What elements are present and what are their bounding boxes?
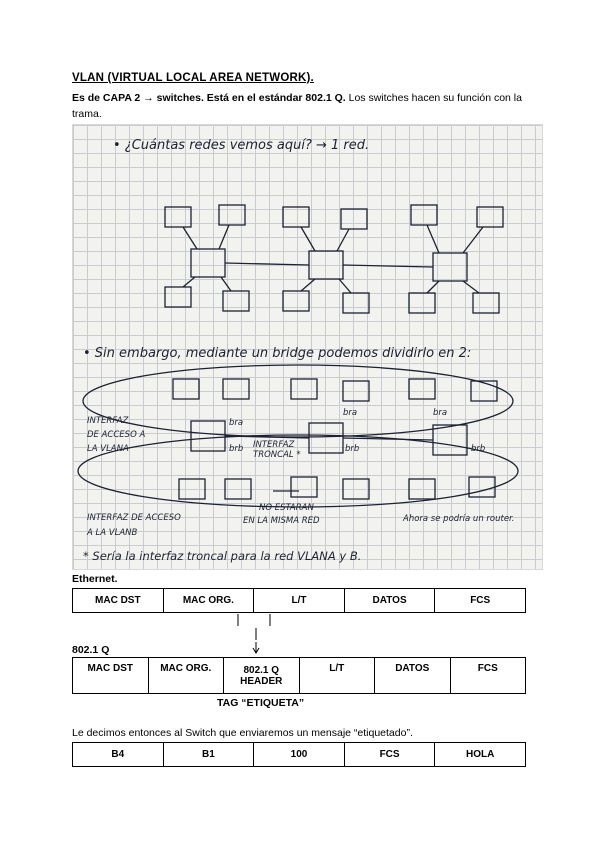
svg-text:TRONCAL *: TRONCAL *: [253, 450, 301, 460]
message-table: [72, 742, 526, 767]
handwritten-sketch: [72, 124, 543, 570]
svg-text:bra: bra: [229, 418, 244, 428]
svg-text:INTERFAZ DE ACCESO: INTERFAZ DE ACCESO: [87, 513, 181, 523]
message-cell: HOLA: [435, 743, 526, 767]
network-diagram: [73, 125, 542, 569]
message-cell: 100: [254, 743, 345, 767]
switch-icon: [309, 251, 343, 279]
dot1q-cell: MAC DST: [73, 658, 149, 694]
intro-rest: Los switches hacen su función con la trama.: [72, 92, 522, 120]
sketch-footnote: * Sería la interfaz troncal para la red VLANA y B.: [83, 549, 362, 563]
svg-text:NO ESTARAN: NO ESTARAN: [259, 503, 314, 513]
dot1q-cell-header: 802.1 Q HEADER: [224, 658, 300, 694]
insert-arrow-icon: [230, 612, 280, 654]
svg-text:LA VLANA: LA VLANA: [87, 444, 129, 454]
svg-text:A LA VLANB: A LA VLANB: [87, 528, 138, 538]
ethernet-cell: MAC DST: [73, 589, 164, 613]
sketch-statement: • Sin embargo, mediante un bridge podemos dividirlo en 2:: [83, 346, 472, 361]
ethernet-cell: L/T: [254, 589, 345, 613]
dot1q-cell: FCS: [450, 658, 526, 694]
svg-text:brb: brb: [345, 444, 360, 454]
message-note: Le decimos entonces al Switch que enviaremos un mensaje “etiquetado”.: [72, 727, 413, 739]
svg-text:brb: brb: [229, 444, 244, 454]
dot1q-cell: MAC ORG.: [148, 658, 224, 694]
ethernet-label: Ethernet.: [72, 573, 118, 585]
switch-icon: [191, 249, 225, 277]
svg-text:EN LA MISMA RED: EN LA MISMA RED: [243, 516, 320, 526]
dot1q-label: 802.1 Q: [72, 644, 110, 656]
svg-text:bra: bra: [433, 408, 448, 418]
page-title: VLAN (VIRTUAL LOCAL AREA NETWORK).: [72, 72, 314, 84]
message-cell: B1: [163, 743, 254, 767]
ethernet-cell: FCS: [435, 589, 526, 613]
svg-text:brb: brb: [471, 444, 486, 454]
ethernet-cell: MAC ORG.: [163, 589, 254, 613]
message-cell: B4: [73, 743, 164, 767]
svg-text:INTERFAZ: INTERFAZ: [87, 416, 129, 426]
dot1q-frame-table: [72, 657, 526, 694]
ethernet-frame-table: [72, 588, 526, 613]
dot1q-cell: DATOS: [375, 658, 451, 694]
ethernet-cell: DATOS: [344, 589, 435, 613]
message-cell: FCS: [344, 743, 435, 767]
tag-label: TAG “ETIQUETA”: [217, 697, 305, 709]
dot1q-cell: L/T: [299, 658, 375, 694]
svg-text:bra: bra: [343, 408, 358, 418]
svg-text:INTERFAZ: INTERFAZ: [253, 440, 295, 450]
intro-paragraph: [72, 90, 532, 122]
sketch-question: • ¿Cuántas redes vemos aquí? → 1 red.: [113, 138, 370, 153]
intro-bold: Es de CAPA 2 → switches. Está en el estándar 802.1 Q.: [72, 92, 346, 104]
switch-icon: [433, 253, 467, 281]
svg-text:DE ACCESO A: DE ACCESO A: [87, 430, 146, 440]
svg-text:Ahora se podría un router.: Ahora se podría un router.: [403, 514, 515, 524]
